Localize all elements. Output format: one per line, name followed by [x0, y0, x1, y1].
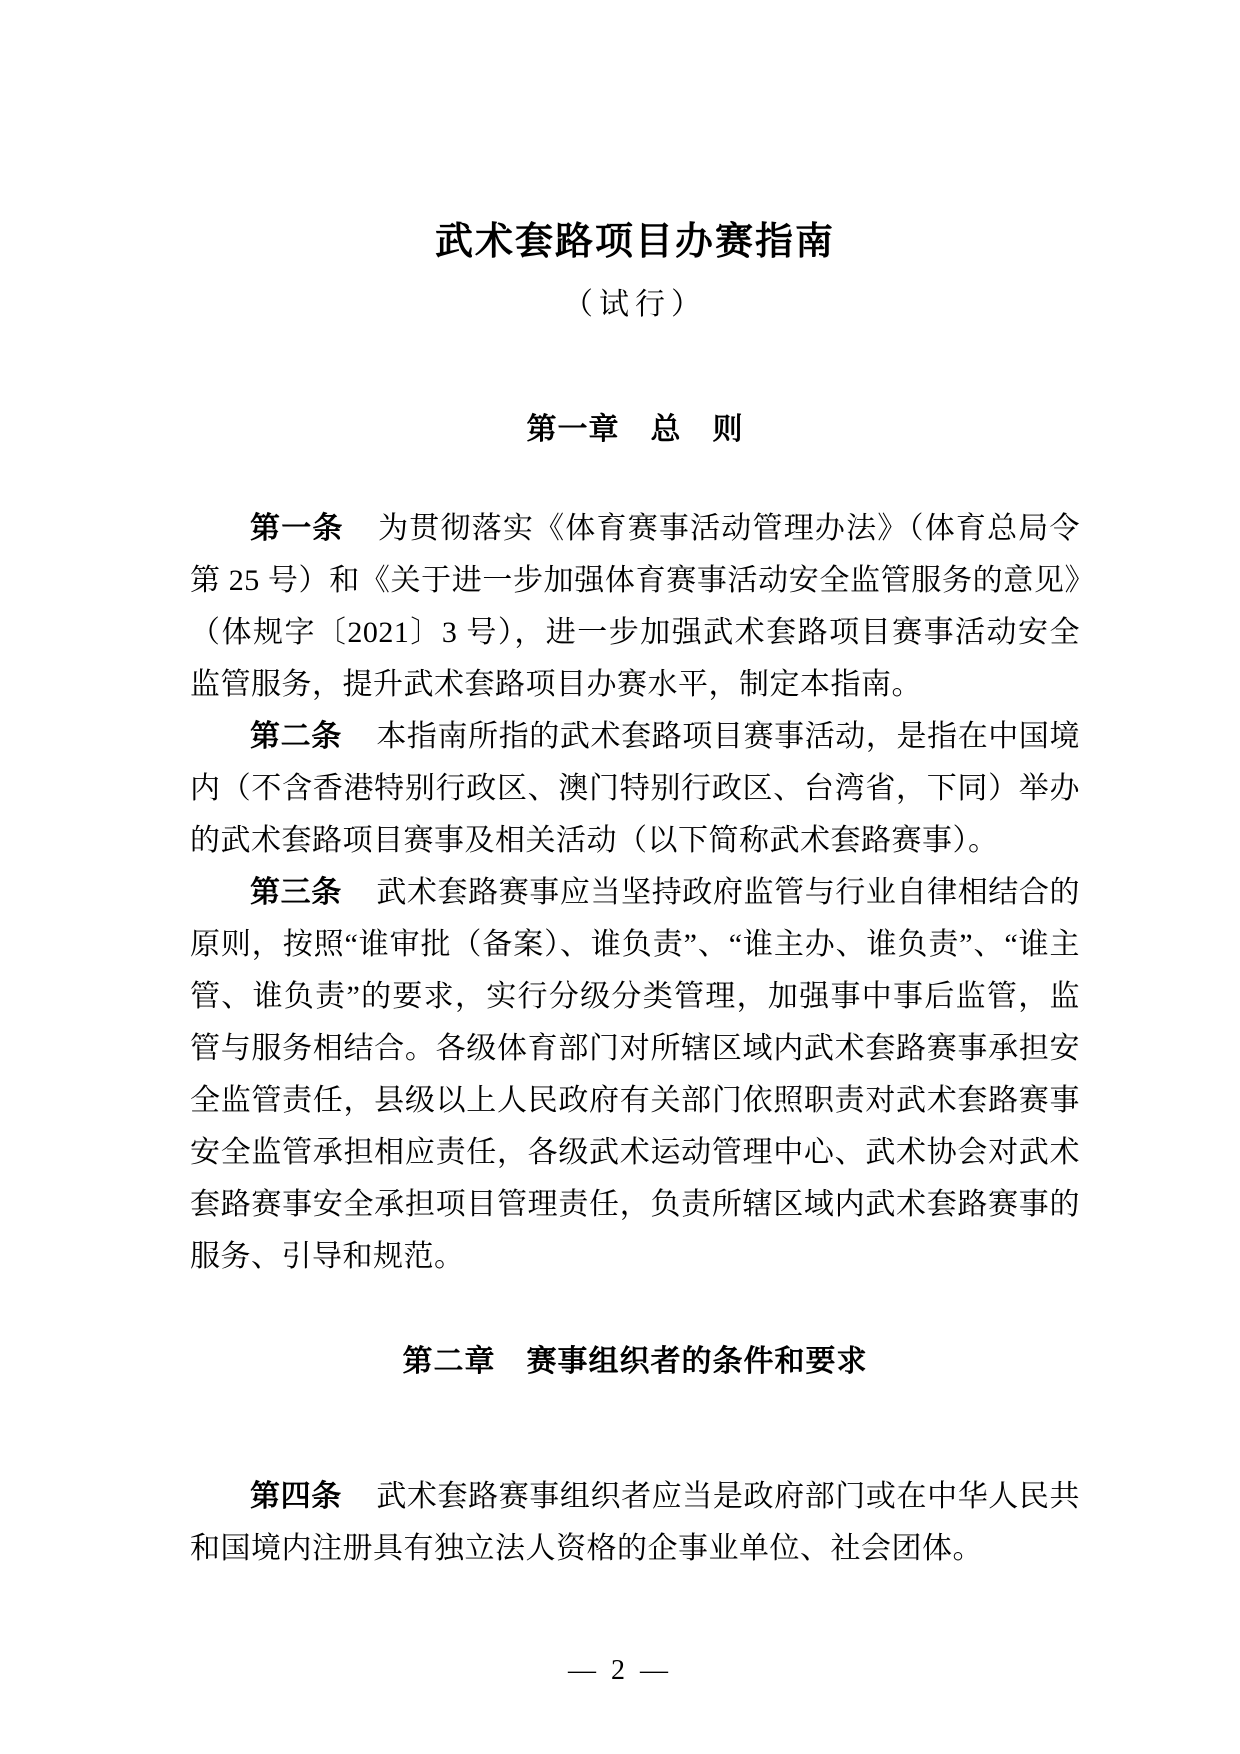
article-1 — [190, 503, 1080, 711]
article-3 — [190, 867, 1080, 1283]
chapter-2-articles — [190, 1471, 1080, 1575]
page-footer — [0, 1655, 1240, 1687]
article-4 — [190, 1471, 1080, 1575]
article-1-label: 第一条 — [250, 512, 344, 545]
chapter-1-articles — [190, 503, 1080, 1283]
article-2-label: 第二条 — [250, 720, 342, 753]
article-4-text: 武术套路赛事组织者应当是政府部门或在中华人民共和国境内注册具有独立法人资格的企事业单位、社会团体。 — [190, 1480, 1081, 1565]
document-subtitle: （试行） — [563, 288, 707, 321]
article-2-text: 本指南所指的武术套路项目赛事活动，是指在中国境内（不含香港特别行政区、澳门特别行政区、台湾省，下同）举办的武术套路项目赛事及相关活动（以下简称武术套路赛事）。 — [190, 720, 1081, 857]
article-2 — [190, 711, 1080, 867]
chapter-2-heading: 第二章 赛事组织者的条件和要求 — [402, 1345, 868, 1378]
article-3-label: 第三条 — [250, 876, 342, 909]
page-number: — 2 — — [568, 1655, 672, 1686]
article-1-text: 为贯彻落实《体育赛事活动管理办法》（体育总局令第 25 号）和《关于进一步加强体育赛事活动安全监管服务的意见》（体规字〔2021〕3 号），进一步加强武术套路项目赛事活动安全监管服务，提升武术套路项目办赛水平，制定本指南。 — [190, 512, 1081, 701]
article-4-label: 第四条 — [250, 1480, 342, 1513]
article-3-text: 武术套路赛事应当坚持政府监管与行业自律相结合的原则，按照“谁审批（备案）、谁负责”、“谁主办、谁负责”、“谁主管、谁负责”的要求，实行分级分类管理，加强事中事后监管，监管与服务相结合。各级体育部门对所辖区域内武术套路赛事承担安全监管责任，县级以上人民政府有关部门依照职责对武术套路赛事安全监管承担相应责任，各级武术运动管理中心、武术协会对武术套路赛事安全承担项目管理责任，负责所辖区域内武术套路赛事的服务、引导和规范。 — [190, 876, 1081, 1273]
chapter-1-heading: 第一章 总 则 — [526, 413, 744, 446]
document-title: 武术套路项目办赛指南 — [434, 221, 835, 263]
